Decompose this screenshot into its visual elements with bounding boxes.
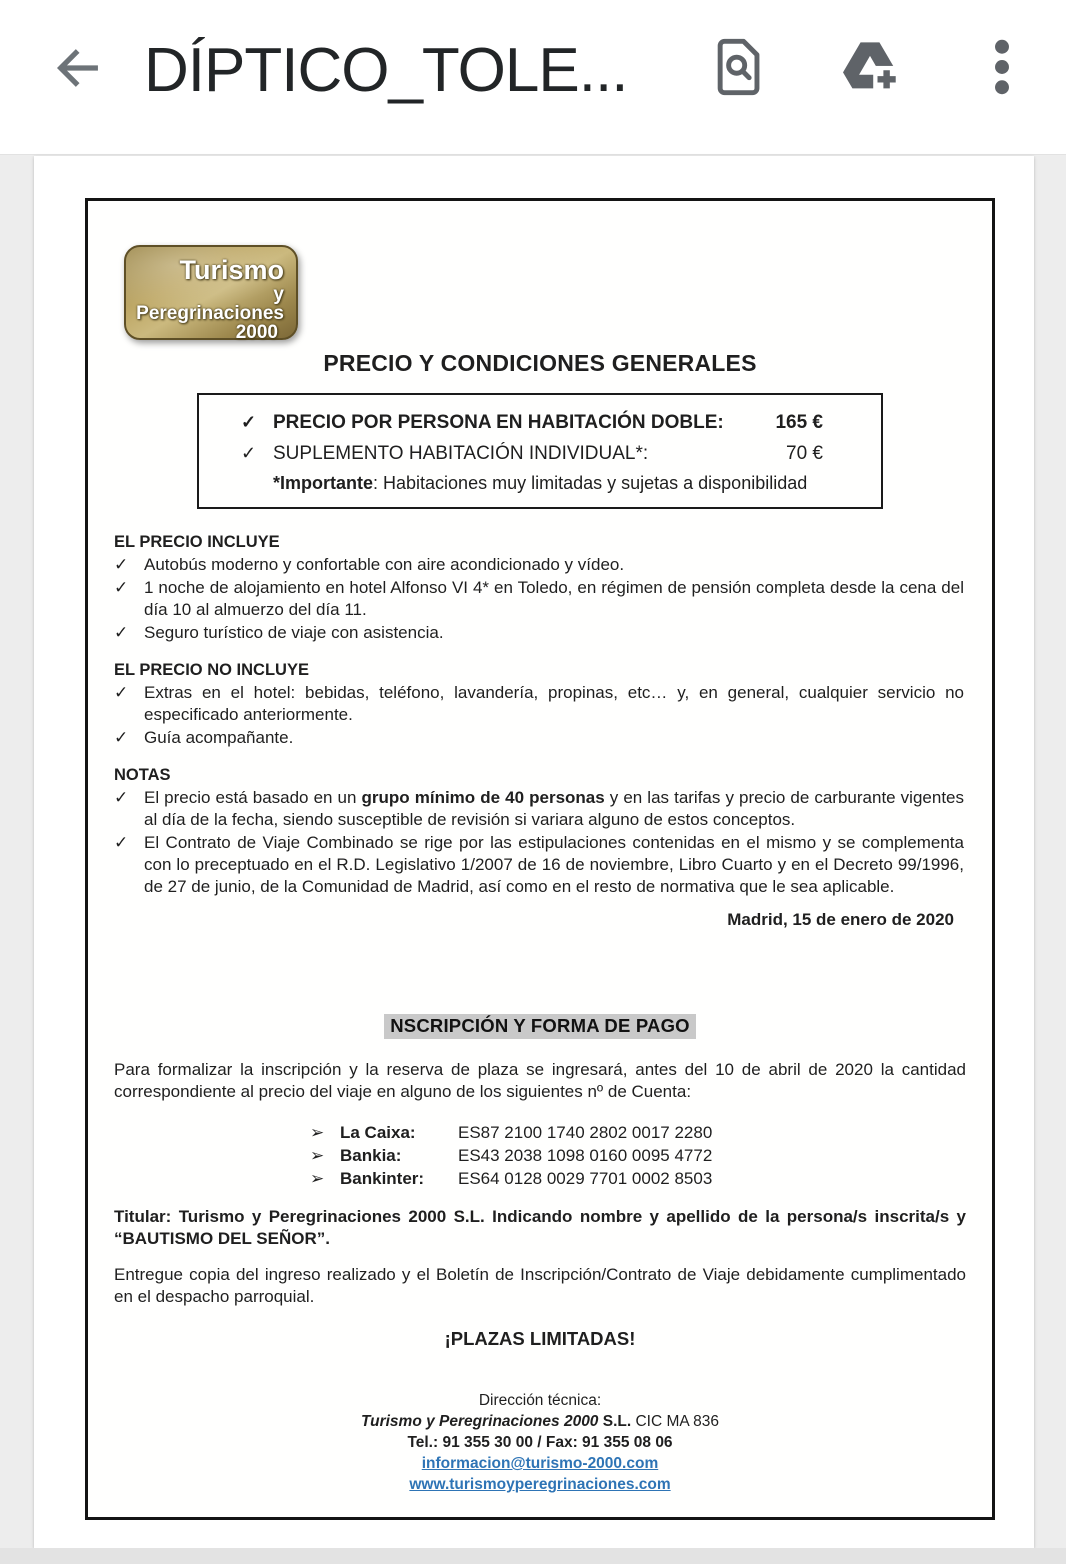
arrow-bullet-icon: ➢ — [310, 1123, 325, 1142]
check-icon: ✓ — [114, 683, 129, 702]
back-button[interactable] — [52, 42, 104, 94]
list-item: ✓ Extras en el hotel: bebidas, teléfono, lavandería, propinas, etc… y, en general, cualquier servicio no especificado anteriormente. — [114, 683, 964, 724]
dateline: Madrid, 15 de enero de 2020 — [727, 910, 954, 929]
list-item: ✓ El precio está basado en un grupo mínimo de 40 personas y en las tarifas y precio de carburante vigentes al día de la fecha, siendo susceptible de revisión si variara alguno de estos conceptos. — [114, 788, 964, 829]
bank-iban: ES43 2038 1098 0160 0095 4772 — [458, 1146, 713, 1165]
logo-line-3: 2000 — [235, 322, 278, 344]
bank-iban: ES64 0128 0029 7701 0002 8503 — [458, 1169, 713, 1188]
section-notes — [114, 764, 966, 898]
add-to-drive-button[interactable] — [842, 37, 898, 97]
arrow-bullet-icon: ➢ — [310, 1169, 325, 1188]
price-note — [273, 469, 881, 497]
check-icon: ✓ — [241, 412, 257, 432]
price-value-double: 165 € — [775, 412, 823, 433]
bank-row — [310, 1144, 966, 1167]
list-item: ✓ Guía acompañante. — [114, 728, 294, 747]
price-label-double: PRECIO POR PERSONA EN HABITACIÓN DOBLE: — [273, 412, 724, 433]
check-icon: ✓ — [114, 788, 129, 807]
check-icon: ✓ — [241, 443, 257, 463]
footer-heading: Dirección técnica: — [478, 1392, 602, 1409]
google-drive-add-icon — [840, 37, 900, 97]
back-arrow-icon — [52, 42, 104, 94]
payment-heading-wrap — [114, 1014, 966, 1039]
page-title: PRECIO Y CONDICIONES GENERALES — [323, 350, 757, 376]
viewer-bottom-gutter — [0, 1548, 1066, 1564]
search-in-document-icon — [711, 38, 765, 96]
document-footer — [114, 1390, 966, 1495]
footer-company-line: Turismo y Peregrinaciones 2000 S.L. CIC MA 836 — [360, 1413, 720, 1430]
list-item: ✓ El Contrato de Viaje Combinado se rige por las estipulaciones contenidas en el mismo y se complementa con lo preceptuado en el R.D. Legislativo 1/2007 de 16 de noviembre, Libro Cuarto y en el Decreto 99/1996, de 27 de junio, de la Comunidad de Madrid, así como en el resto de normativa que le sea aplicable. — [114, 833, 964, 896]
logo-line-2: y Peregrinaciones — [136, 283, 284, 324]
document-page — [34, 156, 1034, 1548]
find-in-document-button[interactable] — [710, 37, 766, 97]
notes-bold-fragment: grupo mínimo de 40 personas — [361, 788, 605, 807]
bank-row — [310, 1167, 966, 1190]
list-item: ✓ Autobús moderno y confortable con aire acondicionado y vídeo. — [114, 555, 625, 574]
logo-line-1: Turismo — [179, 255, 284, 285]
bank-name: Bankinter: — [340, 1169, 425, 1188]
document-title: DÍPTICO_TOLE... — [144, 35, 628, 105]
bank-iban: ES87 2100 1740 2802 0017 2280 — [458, 1123, 713, 1142]
app-bar-actions — [710, 37, 1030, 97]
check-icon: ✓ — [114, 623, 129, 642]
document-border-box — [85, 198, 995, 1520]
limited-places-banner: ¡PLAZAS LIMITADAS! — [444, 1328, 636, 1349]
price-note-bold: *Importante — [273, 473, 374, 493]
list-item: ✓ Seguro turístico de viaje con asistencia. — [114, 623, 444, 642]
footer-phone-line: Tel.: 91 355 30 00 / Fax: 91 355 08 06 — [407, 1434, 673, 1451]
check-icon: ✓ — [114, 833, 129, 852]
list-item: ✓ 1 noche de alojamiento en hotel Alfonso VI 4* en Toledo, en régimen de pensión completa desde la cena del día 10 al almuerzo del día 11. — [114, 578, 964, 619]
check-icon: ✓ — [114, 555, 129, 574]
price-value-single: 70 € — [786, 443, 823, 464]
footer-email-link[interactable]: informacion@turismo-2000.com — [421, 1455, 659, 1472]
arrow-bullet-icon: ➢ — [310, 1146, 325, 1165]
more-options-button[interactable] — [974, 37, 1030, 97]
payment-intro: Para formalizar la inscripción y la reserva de plaza se ingresará, antes del 10 de abril de 2020 la cantidad correspondiente al precio del viaje en alguno de los siguientes nº de Cuenta: — [114, 1060, 966, 1101]
section-title: EL PRECIO NO INCLUYE — [114, 661, 309, 679]
price-row-double — [241, 407, 881, 438]
payment-heading: NSCRIPCIÓN Y FORMA DE PAGO — [384, 1014, 696, 1039]
app-bar — [0, 0, 1066, 155]
overflow-menu-icon — [993, 37, 1011, 97]
bank-account-list — [310, 1121, 966, 1190]
account-holder-note: Titular: Turismo y Peregrinaciones 2000 S.L. Indicando nombre y apellido de la persona/s inscrita/s y “BAUTISMO DEL SEÑOR”. — [114, 1207, 966, 1248]
price-label-single: SUPLEMENTO HABITACIÓN INDIVIDUAL*: — [273, 443, 649, 464]
bank-row — [310, 1121, 966, 1144]
price-box — [197, 393, 883, 509]
check-icon: ✓ — [114, 578, 129, 597]
footer-website-link[interactable]: www.turismoyperegrinaciones.com — [409, 1476, 671, 1493]
delivery-instructions: Entregue copia del ingreso realizado y el Boletín de Inscripción/Contrato de Viaje debidamente cumplimentado en el despacho parroquial. — [114, 1265, 966, 1306]
bank-name: La Caixa: — [340, 1123, 416, 1142]
section-price-includes — [114, 531, 966, 644]
check-icon: ✓ — [114, 728, 129, 747]
section-title: NOTAS — [114, 766, 171, 784]
pdf-viewer[interactable] — [0, 156, 1066, 1564]
section-price-not-includes — [114, 659, 966, 749]
section-title: EL PRECIO INCLUYE — [114, 533, 280, 551]
bank-name: Bankia: — [340, 1146, 402, 1165]
price-row-single-supplement — [241, 438, 881, 469]
turismo-logo — [124, 245, 298, 344]
price-note-rest: : Habitaciones muy limitadas y sujetas a disponibilidad — [373, 473, 808, 493]
